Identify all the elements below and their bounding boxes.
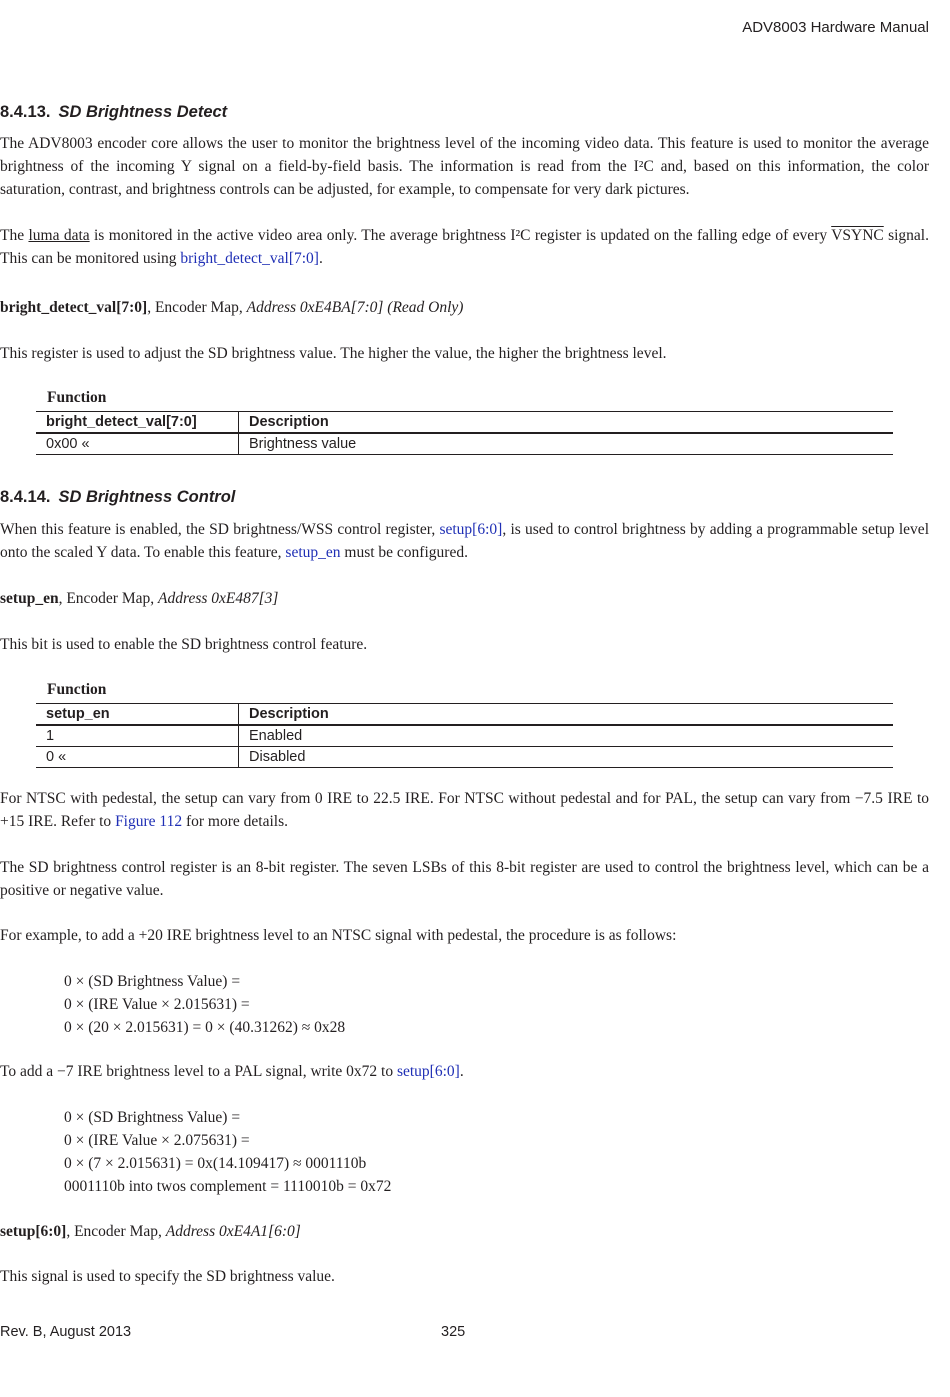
paragraph	[0, 225, 929, 271]
register-name: bright_detect_val[7:0]	[0, 299, 148, 316]
table-header-cell: setup_en	[36, 704, 239, 726]
equation-line: 0 × (20 × 2.015631) = 0 × (40.31262) ≈ 0x28	[64, 1019, 346, 1036]
table-header-cell: Description	[239, 412, 894, 434]
paragraph	[0, 788, 929, 834]
document-header-title: ADV8003 Hardware Manual	[742, 19, 929, 36]
setup-link[interactable]: setup[6:0]	[396, 1063, 460, 1080]
table-row	[36, 747, 893, 768]
equation-line: 0 × (IRE Value × 2.015631) =	[64, 996, 250, 1013]
paragraph: This signal is used to specify the SD brightness value.	[0, 1268, 335, 1285]
text-run: To add a −7 IRE brightness level to a PAL signal, write 0x72 to	[0, 1063, 394, 1080]
text-run: .	[318, 249, 323, 267]
section-heading-sd-brightness-control	[0, 488, 235, 507]
section-number: 8.4.13.	[0, 103, 51, 121]
table-header-row	[36, 412, 893, 434]
paragraph: This bit is used to enable the SD brightness control feature.	[0, 636, 368, 653]
luma-data-term: luma data	[28, 227, 90, 244]
paragraph: For example, to add a +20 IRE brightness level to an NTSC signal with pedestal, the procedure is as follows:	[0, 927, 677, 944]
equation-line: 0 × (IRE Value × 2.075631) =	[64, 1132, 250, 1149]
paragraph: The SD brightness control register is an 8-bit register. The seven LSBs of this 8-bit register are used to control the brightness level, which can be a positive or negative value.	[0, 859, 929, 899]
table-cell: Enabled	[239, 725, 894, 747]
bright-detect-val-link[interactable]: bright_detect_val[7:0]	[180, 249, 319, 267]
text-run: , is used to control brightness by adding a programmable setup level onto the scaled Y data. To enable this feature,	[0, 521, 929, 561]
paragraph: The ADV8003 encoder core allows the user to monitor the brightness level of the incoming video data. This feature is used to monitor the average brightness of the incoming Y signal on a field-by-field basis. The information is read from the I²C and, based on this information, the color saturation, contrast, and brightness controls can be adjusted, for example, to compensate for very dark pictures.	[0, 135, 929, 198]
table-cell: 1	[36, 725, 239, 747]
register-definition	[0, 297, 929, 320]
register-address: Address 0xE4A1[6:0]	[165, 1223, 301, 1240]
text-run: , Encoder Map,	[58, 590, 155, 607]
section-number: 8.4.14.	[0, 488, 51, 506]
section-title: SD Brightness Detect	[58, 103, 228, 121]
equation-block	[64, 970, 345, 1039]
paragraph	[0, 1061, 929, 1084]
table-function-label: Function	[47, 389, 107, 406]
register-table-setup-en	[36, 703, 893, 768]
table-header-cell: bright_detect_val[7:0]	[36, 412, 239, 434]
register-address: Address 0xE4BA[7:0] (Read Only)	[246, 299, 464, 316]
table-row	[36, 725, 893, 747]
table-row	[36, 433, 893, 455]
text-run: is monitored in the active video area only. The average brightness I²C register is updated on the falling edge of every	[94, 227, 828, 244]
section-heading-sd-brightness-detect	[0, 103, 227, 122]
footer-page-number: 325	[441, 1324, 466, 1340]
figure-112-link[interactable]: Figure 112	[115, 812, 183, 830]
table-cell: 0 «	[36, 747, 239, 768]
equation-line: 0 × (SD Brightness Value) =	[64, 1109, 241, 1126]
equation-line: 0 × (7 × 2.015631) = 0x(14.109417) ≈ 0001110b	[64, 1155, 367, 1172]
register-definition	[0, 588, 929, 611]
setup-en-link[interactable]: setup_en	[285, 543, 341, 561]
table-cell: Brightness value	[239, 433, 894, 455]
text-run: .	[459, 1063, 464, 1080]
table-function-label: Function	[47, 681, 107, 698]
equation-line: 0001110b into twos complement = 1110010b = 0x72	[64, 1178, 392, 1195]
paragraph	[0, 519, 929, 565]
register-definition	[0, 1221, 929, 1244]
table-cell: 0x00 «	[36, 433, 239, 455]
register-name: setup_en	[0, 590, 59, 607]
text-run: , Encoder Map,	[66, 1223, 162, 1240]
register-address: Address 0xE487[3]	[158, 590, 279, 607]
text-run: for more details.	[185, 812, 288, 830]
paragraph: This register is used to adjust the SD brightness value. The higher the value, the higher the brightness level.	[0, 345, 667, 362]
text-run: signal. This can be monitored using	[0, 227, 929, 267]
footer-revision: Rev. B, August 2013	[0, 1324, 132, 1340]
text-run: When this feature is enabled, the SD brightness/WSS control register,	[0, 521, 436, 538]
text-run: , Encoder Map,	[147, 299, 243, 316]
table-header-cell: Description	[239, 704, 894, 726]
register-table-bright-detect	[36, 411, 893, 455]
vsync-signal-term: VSYNC	[831, 227, 884, 244]
section-title: SD Brightness Control	[58, 488, 236, 506]
table-cell: Disabled	[239, 747, 894, 768]
text-run: The	[0, 227, 25, 244]
register-name: setup[6:0]	[0, 1223, 67, 1240]
setup-link[interactable]: setup[6:0]	[439, 521, 503, 538]
text-run: For NTSC with pedestal, the setup can vary from 0 IRE to 22.5 IRE. For NTSC without pedestal and for PAL, the setup can vary from −7.5 IRE to +15 IRE. Refer to	[0, 790, 929, 830]
text-run: must be configured.	[344, 543, 468, 561]
equation-line: 0 × (SD Brightness Value) =	[64, 973, 241, 990]
equation-block	[64, 1106, 391, 1198]
table-header-row	[36, 704, 893, 726]
